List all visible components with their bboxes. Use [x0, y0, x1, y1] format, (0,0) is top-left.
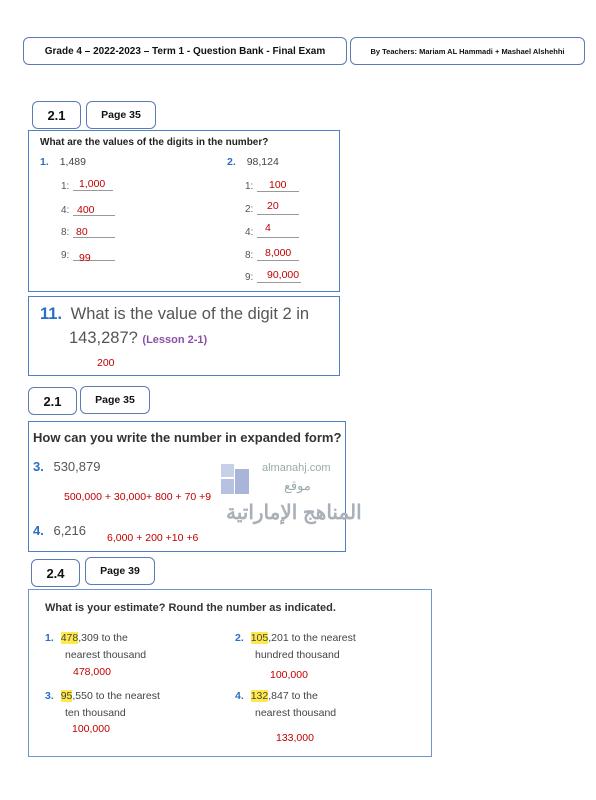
problem-number: 4.: [235, 690, 244, 702]
watermark-logo-icon: [221, 464, 253, 498]
answer: 200: [97, 357, 115, 369]
lesson-number: 2.1: [43, 393, 62, 409]
problem-value: 530,879: [53, 459, 101, 474]
problem-2: [227, 156, 279, 168]
answer: 100,000: [72, 723, 110, 735]
problem-value: 1,489: [59, 156, 86, 168]
digit-label: 9:: [245, 272, 254, 283]
page-number: Page 35: [95, 394, 135, 406]
question-text: What is your estimate? Round the number as indicated.: [45, 602, 336, 614]
lesson-tag: [32, 101, 81, 129]
watermark-site: almanahj.com: [262, 462, 331, 474]
watermark-arabic-top: موقع: [284, 478, 311, 493]
problem-number: 2.: [227, 156, 236, 168]
item-text: ,201 to the nearest: [268, 632, 356, 644]
problem-number: 1.: [45, 632, 54, 644]
header-title-box: [23, 37, 347, 65]
digit-label: 4:: [245, 227, 254, 238]
digit-value-question-panel: [28, 296, 340, 376]
question-text: What is the value of the digit 2 in: [70, 305, 310, 323]
question-line-1: [40, 305, 309, 324]
problem-value: 98,124: [246, 156, 279, 168]
answer: 133,000: [276, 732, 314, 744]
digit-label: 1:: [245, 181, 254, 192]
problem-number: 11.: [40, 305, 63, 323]
watermark-arabic-main: المناهج الإماراتية: [226, 502, 362, 524]
answer: 80: [76, 226, 88, 238]
answer: 400: [77, 204, 95, 216]
page-number: Page 39: [100, 565, 140, 577]
question-text: How can you write the number in expanded form?: [33, 430, 342, 445]
answer: 100,000: [270, 669, 308, 681]
header-title: Grade 4 – 2022-2023 – Term 1 - Question Bank - Final Exam: [44, 45, 326, 57]
problem-number: 1.: [40, 156, 49, 168]
answer: 20: [267, 200, 279, 212]
lesson-tag: [31, 559, 80, 587]
digit-values-panel: [28, 130, 340, 292]
item-text-line2: hundred thousand: [255, 649, 340, 661]
digit-label: 8:: [61, 227, 70, 238]
digit-label: 9:: [61, 250, 70, 261]
header-teachers-box: [350, 37, 585, 65]
page-tag: [80, 386, 150, 414]
question-text: What are the values of the digits in the number?: [40, 137, 269, 148]
answer: 4: [265, 222, 271, 234]
item-text-line2: ten thousand: [65, 707, 126, 719]
lesson-number: 2.4: [46, 565, 65, 581]
problem-number: 3.: [33, 459, 44, 474]
answer: 478,000: [73, 666, 111, 678]
answer-line: [257, 281, 301, 283]
digit-label: 1:: [61, 181, 70, 192]
item-text: ,550 to the nearest: [72, 690, 160, 702]
answer-line: [257, 259, 299, 261]
item-text-line2: nearest thousand: [65, 649, 147, 661]
answer: 90,000: [267, 269, 300, 281]
item-text: ,847 to the: [268, 690, 318, 702]
digit-label: 2:: [245, 204, 254, 215]
highlighted-digits: 105: [250, 632, 269, 644]
rounding-item-2: [235, 630, 356, 664]
highlighted-digits: 132: [250, 690, 269, 702]
digit-label: 8:: [245, 250, 254, 261]
answer: 1,000: [79, 178, 106, 190]
item-text-line2: nearest thousand: [255, 707, 337, 719]
answer: 500,000 + 30,000+ 800 + 70 +9: [64, 491, 212, 503]
highlighted-digits: 478: [60, 632, 79, 644]
lesson-reference: (Lesson 2-1): [142, 334, 208, 346]
lesson-number: 2.1: [47, 107, 66, 123]
problem-number: 2.: [235, 632, 244, 644]
question-number: 143,287?: [69, 329, 138, 347]
lesson-tag: [28, 387, 77, 415]
answer: 100: [269, 179, 287, 191]
answer-line: [257, 236, 299, 238]
answer: 99: [79, 252, 91, 264]
answer: 8,000: [265, 247, 292, 259]
problem-number: 3.: [45, 690, 54, 702]
answer: 6,000 + 200 +10 +6: [107, 532, 199, 544]
question-line-2: [69, 329, 207, 348]
page-number: Page 35: [101, 109, 141, 121]
digit-label: 4:: [61, 205, 70, 216]
page-tag: [85, 557, 155, 585]
problem-number: 4.: [33, 523, 44, 538]
rounding-item-1: [45, 630, 146, 664]
rounding-panel: [28, 589, 432, 757]
page-tag: [86, 101, 156, 129]
problem-1: [40, 156, 86, 168]
item-text: ,309 to the: [78, 632, 128, 644]
rounding-item-4: [235, 688, 336, 722]
highlighted-digits: 95: [60, 690, 73, 702]
rounding-item-3: [45, 688, 160, 722]
problem-3: [33, 459, 100, 474]
problem-4: [33, 523, 86, 538]
answer-line: [257, 213, 299, 215]
problem-value: 6,216: [53, 523, 87, 538]
header-teachers: By Teachers: Mariam AL Hammadi + Mashael Alshehhi: [370, 46, 565, 56]
